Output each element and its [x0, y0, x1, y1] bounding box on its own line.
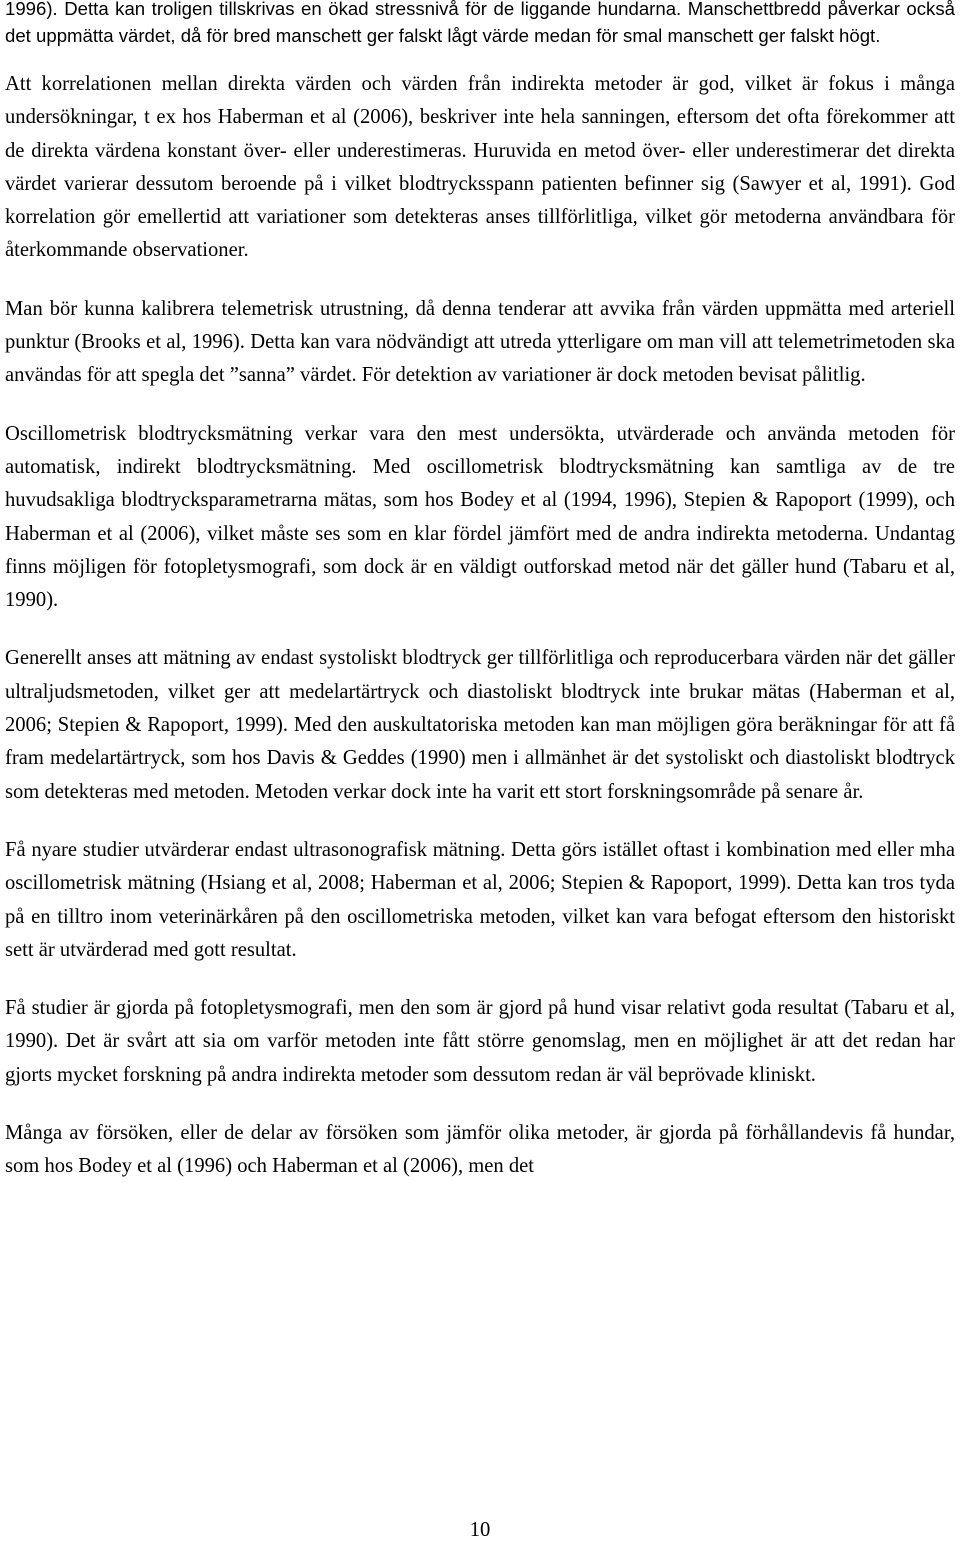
paragraph-1: 1996). Detta kan troligen tillskrivas en ökad stressnivå för de liggande hundarna. Manschettbredd påverkar också det uppmätta värdet, då för bred manschett ger falskt lågt värde medan för smal manschett ger falskt högt. — [5, 0, 955, 46]
paragraph-3: Man bör kunna kalibrera telemetrisk utrustning, då denna tenderar att avvika från värden uppmätta med arteriell punktur (Brooks et al, 1996). Detta kan vara nödvändigt att utreda ytterligare om man vill att telemetrimetoden ska användas för att spegla det ”sanna” värdet. För detektion av variationer är dock metoden bevisat pålitlig. — [5, 297, 955, 387]
paragraph-8: Många av försöken, eller de delar av försöken som jämför olika metoder, är gjorda på förhållandevis få hundar, som hos Bodey et al (1996) och Haberman et al (2006), men det — [5, 1122, 955, 1178]
page-number: 10 — [469, 1519, 491, 1541]
paragraph-4: Oscillometrisk blodtrycksmätning verkar vara den mest undersökta, utvärderade och använda metoden för automatisk, indirekt blodtrycksmätning. Med oscillometrisk blodtrycksmätning kan samtliga av de tre huvudsakliga blodtrycksparametrarna mätas, som hos Bodey et al (1994, 1996), Stepien & Rapoport (1999), och Haberman et al (2006), vilket måste ses som en klar fördel jämfört med de andra indirekta metoderna. Undantag finns möjligen för fotopletysmografi, som dock är en väldigt outforskad metod när det gäller hund (Tabaru et al, 1990). — [5, 422, 955, 612]
paragraph-6: Få nyare studier utvärderar endast ultrasonografisk mätning. Detta görs istället oftast i kombination med eller mha oscillometrisk mätning (Hsiang et al, 2008; Haberman et al, 2006; Stepien & Rapoport, 1999). Detta kan tros tyda på en tilltro inom veterinärkåren på den oscillometriska metoden, vilket kan vara befogat eftersom den historiskt sett är utvärderad med gott resultat. — [5, 838, 955, 961]
paragraph-7: Få studier är gjorda på fotopletysmografi, men den som är gjord på hund visar relativt goda resultat (Tabaru et al, 1990). Det är svårt att sia om varför metoden inte fått större genomslag, men en möjlighet är att det redan har gjorts mycket forskning på andra indirekta metoder som dessutom redan är väl beprövade kliniskt. — [5, 997, 955, 1086]
document-page — [5, 0, 955, 1184]
paragraph-2: Att korrelationen mellan direkta värden och värden från indirekta metoder är god, vilket är fokus i många undersökningar, t ex hos Haberman et al (2006), beskriver inte hela sanningen, eftersom det ofta förekommer att de direkta värdena konstant över- eller underestimeras. Huruvida en metod över- eller underestimerar det direkta värdet varierar dessutom beroende på i vilket blodtrycksspann patienten befinner sig (Sawyer et al, 1991). God korrelation gör emellertid att variationer som detekteras anses tillförlitliga, vilket gör metoderna användbara för återkommande observationer. — [5, 73, 955, 262]
paragraph-5: Generellt anses att mätning av endast systoliskt blodtryck ger tillförlitliga och reproducerbara värden när det gäller ultraljudsmetoden, vilket ger att medelartärtryck och diastoliskt blodtryck inte brukar mätas (Haberman et al, 2006; Stepien & Rapoport, 1999). Med den auskultatoriska metoden kan man möjligen göra beräkningar för att få fram medelartärtryck, som hos Davis & Geddes (1990) men i allmänhet är det systoliskt och diastoliskt blodtryck som detekteras med metoden. Metoden verkar dock inte ha varit ett stort forskningsområde på senare år. — [5, 647, 955, 803]
